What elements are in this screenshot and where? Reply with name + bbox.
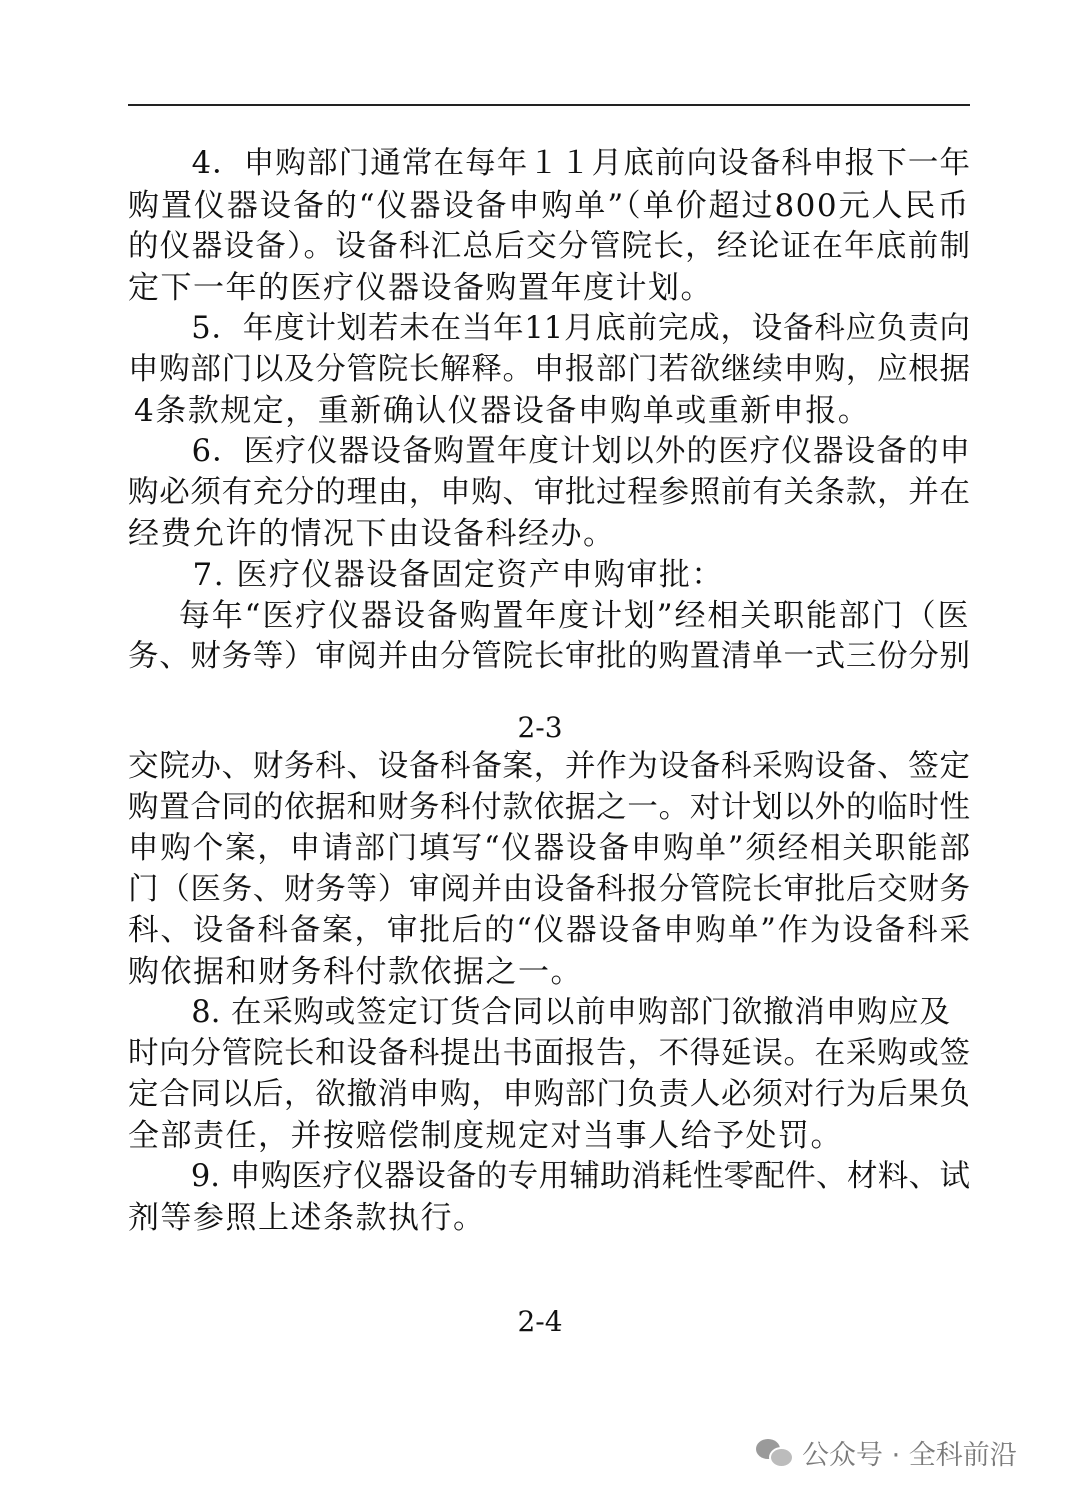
watermark-text: 公众号 · 全科前沿: [802, 1439, 1017, 1471]
text-line: 购置合同的依据和财务科付款依据之一。对计划以外的临时性: [128, 790, 970, 825]
text-line: 购依据和财务科付款依据之一。: [128, 954, 583, 990]
text-line: 剂等参照上述条款执行。: [128, 1200, 486, 1236]
text-line: 购置仪器设备的“仪器设备申购单”（单价超过800元人民币: [128, 188, 970, 224]
text-line: 全部责任，并按赔偿制度规定对当事人给予处罚。: [128, 1118, 843, 1154]
text-line: 6．医疗仪器设备购置年度计划以外的医疗仪器设备的申: [160, 434, 970, 469]
text-line: 定合同以后，欲撤消申购，申购部门负责人必须对行为后果负: [128, 1077, 970, 1112]
text-line: 务、财务等）审阅并由分管院长审批的购置清单一式三份分别: [128, 639, 970, 674]
text-line: 科、设备科备案，审批后的“仪器设备申购单”作为设备科采: [128, 913, 970, 948]
text-line: 的仪器设备）。设备科汇总后交分管院长，经论证在年底前制: [128, 229, 970, 264]
text-line: 4．申购部门通常在每年１１月底前向设备科申报下一年: [160, 146, 970, 181]
page-number: 2-3: [517, 711, 563, 744]
text-line: 定下一年的医疗仪器设备购置年度计划。: [128, 270, 713, 306]
text-line: 9. 申购医疗仪器设备的专用辅助消耗性零配件、材料、试: [160, 1159, 970, 1194]
text-line: 时向分管院长和设备科提出书面报告，不得延误。在采购或签: [128, 1036, 970, 1071]
text-line: 门（医务、财务等）审阅并由设备科报分管院长审批后交财务: [128, 872, 970, 907]
header-rule: [128, 104, 970, 106]
text-line: 购必须有充分的理由，申购、审批过程参照前有关条款，并在: [128, 475, 970, 510]
text-line: 交院办、财务科、设备科备案，并作为设备科采购设备、签定: [128, 749, 970, 784]
text-line: 申购个案，申请部门填写“仪器设备申购单”须经相关职能部: [128, 831, 970, 866]
text-line: 申购部门以及分管院长解释。申报部门若欲继续申购，应根据: [128, 352, 970, 387]
text-line: 7. 医疗仪器设备固定资产申购审批：: [160, 557, 724, 593]
text-line: 5．年度计划若未在当年11月底前完成，设备科应负责向: [160, 311, 970, 346]
watermark: [756, 1422, 1056, 1482]
text-line: 8. 在采购或签定订货合同以前申购部门欲撤消申购应及: [160, 995, 950, 1030]
text-line: 4条款规定，重新确认仪器设备申购单或重新申报。: [134, 393, 871, 429]
page-number: 2-4: [517, 1305, 563, 1338]
text-line: 经费允许的情况下由设备科经办。: [128, 516, 616, 552]
wechat-icon: [756, 1437, 792, 1467]
text-line: 每年“医疗仪器设备购置年度计划”经相关职能部门（医: [146, 598, 970, 634]
